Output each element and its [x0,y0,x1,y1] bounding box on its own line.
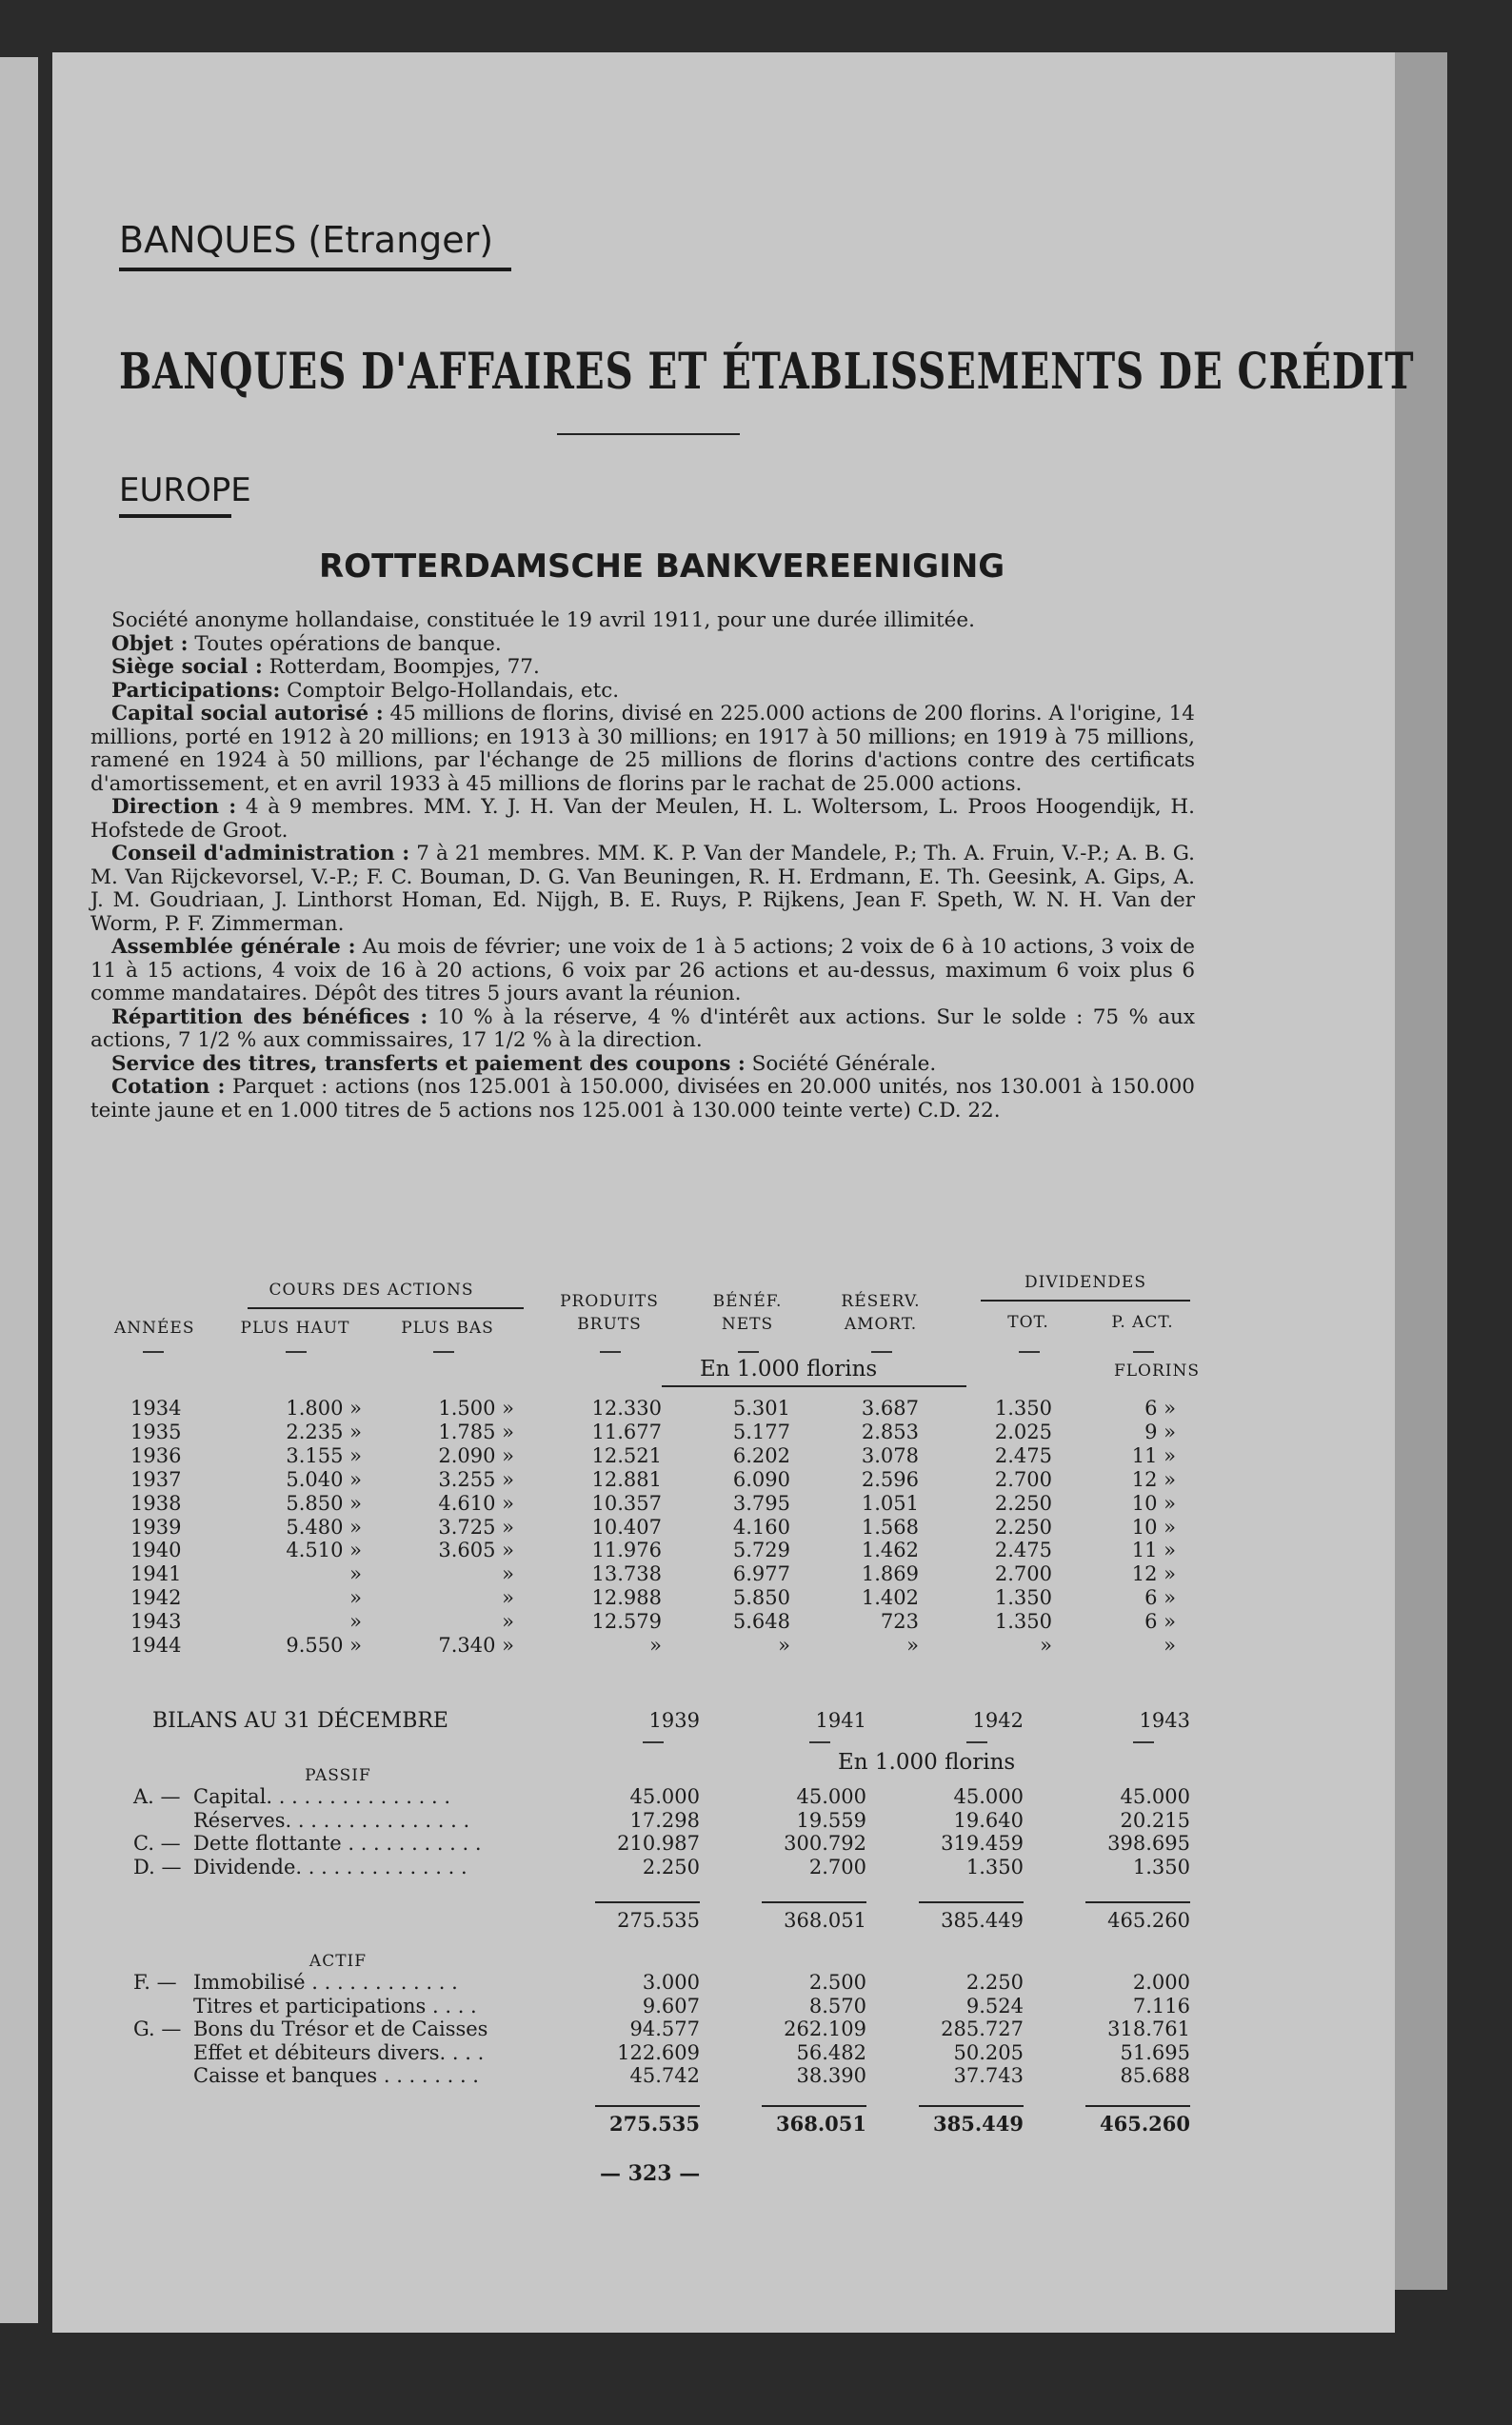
row-year: 1936 [130,1443,182,1467]
bilans-unit-label: En 1.000 florins [838,1750,1016,1775]
passif-rule [1085,1901,1190,1903]
actif-row-value: 56.482 [796,2040,866,2064]
passif-row-value: 319.459 [941,1832,1024,1855]
row-benef: 5.301 [732,1397,790,1420]
row-haut: 5.850 » [286,1491,362,1515]
header-p-act: P. ACT. [1111,1313,1174,1332]
row-reserv: 1.051 [861,1491,919,1515]
actif-row-value: 9.524 [965,1994,1024,2018]
row-produits: 12.521 [591,1443,662,1467]
row-benef: 6.090 [732,1467,790,1491]
intro-text: Société anonyme hollandaise, constituée le 19 avril 1911, pour une durée illimitée. [111,608,975,632]
passif-row-value: 398.695 [1107,1832,1190,1855]
row-benef: 6.202 [732,1443,790,1467]
row-tot: 1.350 [994,1610,1052,1634]
previous-page-edge [0,57,38,2323]
bilans-year: 1943 [1139,1709,1190,1732]
row-haut: » [349,1610,362,1634]
passif-row-value: 17.298 [629,1808,700,1832]
passif-row-value: 19.559 [796,1808,866,1832]
row-benef: 3.795 [732,1491,790,1515]
intro-paragraph [90,1076,1195,1123]
row-bas: 3.605 » [438,1539,514,1562]
row-bas: » [502,1586,514,1610]
passif-label: PASSIF [305,1766,371,1785]
row-benef: 5.850 [732,1586,790,1610]
region-underline [119,514,231,518]
row-benef: 6.977 [732,1562,790,1586]
actif-row-value: 318.761 [1107,2018,1190,2040]
row-year: 1940 [130,1539,182,1562]
actif-total: 275.535 [609,2112,700,2136]
florins-label: FLORINS [1113,1362,1201,1381]
row-bas: 1.785 » [438,1420,514,1443]
actif-row-value: 50.205 [953,2040,1024,2064]
actif-row-value: 51.695 [1120,2040,1190,2064]
passif-row-value: 2.700 [808,1855,866,1878]
intro-text: 7 à 21 membres. MM. K. P. Van der Mandele, P.; Th. A. Fruin, V.-P.; A. B. G. M. Van Rijckevorsel, V.-P.; F. C. Bouman, D. G. Van Beuningen, R. H. Erdmann, E. Th. Geesink, A. Gips, A. J. M. Goudriaan, J. Linthorst Homan, Ed. Nijgh, B. E. Ruys, P. Rijkens, Jean F. Speth, W. N. H. Van der Worm, P. F. Zimmerman. [90,842,1195,936]
row-bas: 1.500 » [438,1397,514,1420]
bilans-year: 1942 [972,1709,1024,1732]
passif-total: 275.535 [617,1909,700,1932]
actif-row-value: 285.727 [941,2018,1024,2040]
document-page [52,52,1415,2333]
actif-row-prefix: F. — [133,1971,177,1994]
passif-total: 465.260 [1107,1909,1190,1932]
intro-paragraph [90,1006,1195,1053]
row-pact: 10 » [1131,1491,1176,1515]
actif-total: 368.051 [776,2112,866,2136]
row-produits: 12.330 [591,1397,662,1420]
row-year: 1937 [130,1467,182,1491]
bilans-year: 1939 [648,1709,700,1732]
header-dash [1019,1351,1040,1353]
dividendes-brace [981,1300,1190,1302]
actif-row-value: 7.116 [1132,1994,1190,2018]
row-pact: 12 » [1131,1562,1176,1586]
row-produits: 11.677 [591,1420,662,1443]
actif-row-label: Immobilisé . . . . . . . . . . . . [193,1971,458,1994]
passif-row-label: Dette flottante . . . . . . . . . . . [193,1832,482,1855]
row-haut: 5.040 » [286,1467,362,1491]
actif-row-label: Bons du Trésor et de Caisses [193,2018,488,2040]
actif-row-label: Titres et participations . . . . [193,1994,477,2018]
row-produits: 11.976 [591,1539,662,1562]
cours-brace [248,1307,524,1309]
passif-row-value: 45.000 [796,1785,866,1808]
row-reserv: 1.402 [861,1586,919,1610]
passif-row-value: 210.987 [617,1832,700,1855]
section-underline [119,268,511,271]
passif-row-value: 45.000 [629,1785,700,1808]
row-year: 1941 [130,1562,182,1586]
row-reserv: 3.078 [861,1443,919,1467]
header-dash [871,1351,892,1353]
row-haut: 5.480 » [286,1515,362,1539]
page-number: — 323 — [600,2161,701,2186]
row-pact: 10 » [1131,1515,1176,1539]
row-tot: 2.700 [994,1562,1052,1586]
row-reserv: » [906,1634,919,1657]
row-bas: » [502,1562,514,1586]
header-dash [738,1351,759,1353]
row-tot: 2.025 [994,1420,1052,1443]
row-bas: » [502,1610,514,1634]
actif-row-value: 122.609 [617,2040,700,2064]
row-tot: 1.350 [994,1586,1052,1610]
row-tot: 2.700 [994,1467,1052,1491]
header-amort: AMORT. [844,1315,918,1334]
intro-paragraph [90,703,1195,796]
bilans-year: 1941 [815,1709,866,1732]
row-benef: 5.648 [732,1610,790,1634]
row-tot: » [1040,1634,1052,1657]
header-annees: ANNÉES [114,1319,195,1338]
row-produits: 12.881 [591,1467,662,1491]
row-pact: 11 » [1131,1539,1176,1562]
actif-row-value: 2.000 [1132,1971,1190,1994]
intro-paragraph [90,656,1195,680]
actif-label: ACTIF [308,1952,368,1971]
actif-row-value: 38.390 [796,2064,866,2087]
row-year: 1944 [130,1634,182,1657]
company-description [90,609,1195,1123]
row-bas: 3.725 » [438,1515,514,1539]
passif-row-value: 45.000 [953,1785,1024,1808]
passif-row-prefix: C. — [133,1832,181,1855]
actif-row-label: Effet et débiteurs divers. . . . [193,2040,485,2064]
intro-label: Siège social : [111,655,263,679]
row-produits: 10.357 [591,1491,662,1515]
actif-row-value: 2.500 [808,1971,866,1994]
row-benef: » [778,1634,790,1657]
row-benef: 5.177 [732,1420,790,1443]
header-dash [643,1741,664,1743]
row-tot: 1.350 [994,1397,1052,1420]
header-nets: NETS [721,1315,774,1334]
row-haut: 2.235 » [286,1420,362,1443]
header-plus-bas: PLUS BAS [401,1319,494,1338]
intro-text: Société Générale. [745,1051,937,1076]
row-reserv: 3.687 [861,1397,919,1420]
passif-rule [595,1901,700,1903]
intro-text: Comptoir Belgo-Hollandais, etc. [280,678,620,703]
intro-text: Toutes opérations de banque. [188,631,502,656]
passif-row-value: 300.792 [784,1832,866,1855]
intro-text: Rotterdam, Boompjes, 77. [262,655,540,679]
intro-paragraph [90,843,1195,936]
row-benef: 4.160 [732,1515,790,1539]
row-year: 1934 [130,1397,182,1420]
header-dash [433,1351,454,1353]
row-bas: 4.610 » [438,1491,514,1515]
header-dash [600,1351,621,1353]
row-produits: » [649,1634,662,1657]
unit-label: En 1.000 florins [700,1357,878,1381]
passif-row-value: 1.350 [965,1855,1024,1878]
row-haut: » [349,1562,362,1586]
bank-name: ROTTERDAMSCHE BANKVEREENIGING [319,547,1005,586]
row-haut: 4.510 » [286,1539,362,1562]
intro-label: Service des titres, transferts et paiement des coupons : [111,1051,746,1076]
row-pact: 12 » [1131,1467,1176,1491]
header-dash [966,1741,987,1743]
intro-text: 45 millions de florins, divisé en 225.000 actions de 200 florins. A l'origine, 14 millions, porté en 1912 à 20 millions; en 1913 à 30 millions; en 1917 à 50 millions; en 1919 à 75 millions, ramené en 1924 à 50 millions, par l'échange de 25 millions de florins d'actions contre des certificats d'amortissement, et en avril 1933 à 45 millions de florins par le rachat de 25.000 actions. [90,702,1195,796]
actif-row-value: 45.742 [629,2064,700,2087]
row-year: 1939 [130,1515,182,1539]
row-produits: 12.988 [591,1586,662,1610]
passif-row-value: 45.000 [1120,1785,1190,1808]
actif-row-label: Caisse et banques . . . . . . . . [193,2064,479,2087]
intro-text: 4 à 9 membres. MM. Y. J. H. Van der Meulen, H. L. Woltersom, L. Proos Hoogendijk, H. Hofstede de Groot. [90,795,1195,843]
intro-paragraph [90,936,1195,1006]
intro-label: Capital social autorisé : [111,702,384,726]
header-dividendes: DIVIDENDES [1025,1273,1146,1292]
title-separator [557,433,740,435]
row-pact: 6 » [1144,1397,1176,1420]
row-bas: 3.255 » [438,1467,514,1491]
actif-row-value: 3.000 [642,1971,700,1994]
actif-rule [1085,2105,1190,2107]
header-dash [1133,1741,1154,1743]
header-dash [1133,1351,1154,1353]
passif-row-label: Dividende. . . . . . . . . . . . . . [193,1855,468,1878]
header-plus-haut: PLUS HAUT [240,1319,350,1338]
actif-row-value: 37.743 [953,2064,1024,2087]
passif-row-prefix: D. — [133,1855,182,1878]
row-tot: 2.475 [994,1539,1052,1562]
row-haut: 9.550 » [286,1634,362,1657]
row-pact: 6 » [1144,1610,1176,1634]
intro-paragraph [90,680,1195,704]
actif-row-value: 8.570 [808,1994,866,2018]
actif-total: 465.260 [1100,2112,1190,2136]
bilans-title: BILANS AU 31 DÉCEMBRE [152,1709,448,1733]
actif-rule [919,2105,1024,2107]
row-reserv: 2.596 [861,1467,919,1491]
header-tot: TOT. [1007,1313,1049,1332]
row-reserv: 1.568 [861,1515,919,1539]
actif-row-value: 85.688 [1120,2064,1190,2087]
header-benef: BÉNÉF. [712,1292,783,1311]
row-year: 1935 [130,1420,182,1443]
section-label: BANQUES (Etranger) [119,219,494,261]
row-bas: 7.340 » [438,1634,514,1657]
passif-row-prefix: A. — [133,1785,181,1808]
row-benef: 5.729 [732,1539,790,1562]
row-reserv: 1.869 [861,1562,919,1586]
unit-rule [662,1385,966,1387]
actif-row-value: 94.577 [629,2018,700,2040]
intro-label: Direction : [111,795,237,819]
actif-row-value: 9.607 [642,1994,700,2018]
row-haut: » [349,1586,362,1610]
passif-row-value: 2.250 [642,1855,700,1878]
row-haut: 3.155 » [286,1443,362,1467]
intro-label: Objet : [111,631,189,656]
actif-rule [762,2105,866,2107]
intro-paragraph [90,1053,1195,1077]
passif-rule [762,1901,866,1903]
region-label: EUROPE [119,471,251,509]
header-cours: COURS DES ACTIONS [269,1281,474,1300]
passif-row-value: 20.215 [1120,1808,1190,1832]
row-pact: 6 » [1144,1586,1176,1610]
actif-row-prefix: G. — [133,2018,182,2040]
header-dash [143,1351,164,1353]
passif-row-label: Réserves. . . . . . . . . . . . . . . [193,1808,470,1832]
row-bas: 2.090 » [438,1443,514,1467]
header-reserv: RÉSERV. [841,1292,921,1311]
intro-text: Au mois de février; une voix de 1 à 5 actions; 2 voix de 6 à 10 actions, 3 voix de 11 à 15 actions, 4 voix de 16 à 20 actions, 6 voix par 26 actions et au-dessus, maximum 6 voix plus 6 comme mandataires. Dépôt des titres 5 jours avant la réunion. [90,935,1195,1005]
intro-paragraph [90,609,1195,633]
row-produits: 13.738 [591,1562,662,1586]
main-title: BANQUES D'AFFAIRES ET ÉTABLISSEMENTS DE CRÉDIT [119,343,1415,401]
intro-text: 10 % à la réserve, 4 % d'intérêt aux actions. Sur le solde : 75 % aux actions, 7 1/2 % aux commissaires, 17 1/2 % à la direction. [90,1004,1196,1052]
row-reserv: 2.853 [861,1420,919,1443]
actif-total: 385.449 [933,2112,1024,2136]
row-haut: 1.800 » [286,1397,362,1420]
row-produits: 12.579 [591,1610,662,1634]
intro-label: Conseil d'administration : [111,842,410,865]
intro-label: Participations: [111,678,281,703]
intro-paragraph [90,633,1195,657]
actif-row-value: 262.109 [784,2018,866,2040]
row-tot: 2.475 [994,1443,1052,1467]
intro-text: Parquet : actions (nos 125.001 à 150.000, divisées en 20.000 unités, nos 130.001 à 150.000 teinte jaune et en 1.000 titres de 5 actions nos 125.001 à 130.000 teinte verte) C.D. 22. [90,1075,1195,1123]
header-dash [286,1351,307,1353]
row-produits: 10.407 [591,1515,662,1539]
row-year: 1943 [130,1610,182,1634]
row-pact: 9 » [1144,1420,1176,1443]
header-bruts: BRUTS [577,1315,642,1334]
intro-label: Répartition des bénéfices : [111,1004,428,1029]
passif-row-label: Capital. . . . . . . . . . . . . . . [193,1785,451,1808]
header-dash [809,1741,830,1743]
row-tot: 2.250 [994,1491,1052,1515]
row-year: 1942 [130,1586,182,1610]
row-tot: 2.250 [994,1515,1052,1539]
header-produits: PRODUITS [560,1292,659,1311]
row-reserv: 1.462 [861,1539,919,1562]
row-year: 1938 [130,1491,182,1515]
row-pact: » [1164,1634,1176,1657]
intro-paragraph [90,796,1195,843]
row-reserv: 723 [880,1610,919,1634]
intro-label: Assemblée générale : [111,935,356,959]
passif-total: 385.449 [941,1909,1024,1932]
passif-row-value: 1.350 [1132,1855,1190,1878]
passif-total: 368.051 [784,1909,866,1932]
row-pact: 11 » [1131,1443,1176,1467]
intro-label: Cotation : [111,1075,226,1099]
actif-rule [595,2105,700,2107]
actif-row-value: 2.250 [965,1971,1024,1994]
passif-row-value: 19.640 [953,1808,1024,1832]
passif-rule [919,1901,1024,1903]
